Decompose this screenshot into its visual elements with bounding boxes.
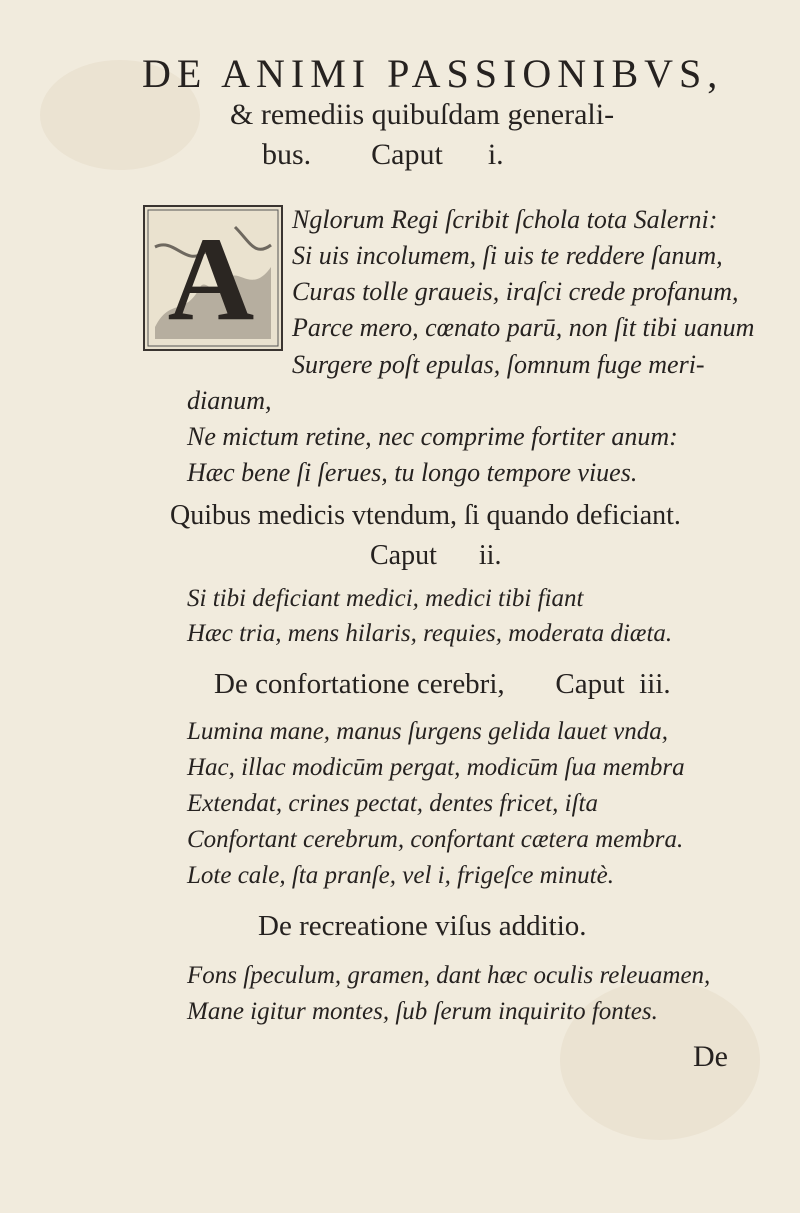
- verse-line: Surgere poſt epulas, ſomnum fuge meri-: [292, 350, 705, 379]
- section-caput: Caput ii.: [370, 540, 502, 571]
- chapter-subtitle: & remediis quibuſdam generali-: [230, 98, 615, 131]
- section-heading: De confortatione cerebri, Caput iii.: [214, 668, 671, 700]
- chapter-caput: bus. Caput i.: [262, 138, 504, 171]
- verse-line: Fons ſpeculum, gramen, dant hæc oculis releuamen,: [187, 962, 711, 989]
- verse-line: Parce mero, cœnato parū, non ſit tibi uanum: [292, 313, 755, 342]
- verse-line: dianum,: [187, 386, 272, 415]
- verse-line: Lumina mane, manus ſurgens gelida lauet vnda,: [187, 718, 668, 745]
- chapter-title: DE ANIMI PASSIONIBVS,: [142, 51, 724, 96]
- verse-line: Curas tolle graueis, iraſci crede profanum,: [292, 277, 739, 306]
- decorated-initial: [143, 205, 283, 351]
- verse-line: Si tibi deficiant medici, medici tibi fiant: [187, 585, 584, 612]
- verse-line: Hæc tria, mens hilaris, requies, moderata diæta.: [187, 620, 673, 647]
- verse-line: Mane igitur montes, ſub ſerum inquirito fontes.: [187, 998, 658, 1025]
- section-heading: De recreatione viſus additio.: [258, 910, 587, 942]
- verse-line: Hac, illac modicūm pergat, modicūm ſua membra: [187, 754, 685, 781]
- initial-letter-art: [145, 207, 281, 349]
- verse-line: Hæc bene ſi ſerues, tu longo tempore viues.: [187, 458, 638, 487]
- verse-line: Si uis incolumem, ſi uis te reddere ſanum,: [292, 241, 723, 270]
- drop-cap-letter: A: [167, 212, 255, 345]
- catchword: De: [693, 1040, 728, 1073]
- section-heading: Quibus medicis vtendum, ſi quando deficiant.: [170, 500, 681, 531]
- verse-line: Ne mictum retine, nec comprime fortiter anum:: [187, 422, 678, 451]
- verse-line: Nglorum Regi ſcribit ſchola tota Salerni:: [292, 205, 718, 234]
- verse-line: Extendat, crines pectat, dentes fricet, iſta: [187, 790, 598, 817]
- verse-line: Lote cale, ſta pranſe, vel i, frigeſce minutè.: [187, 862, 614, 889]
- verse-line: Confortant cerebrum, confortant cætera membra.: [187, 826, 684, 853]
